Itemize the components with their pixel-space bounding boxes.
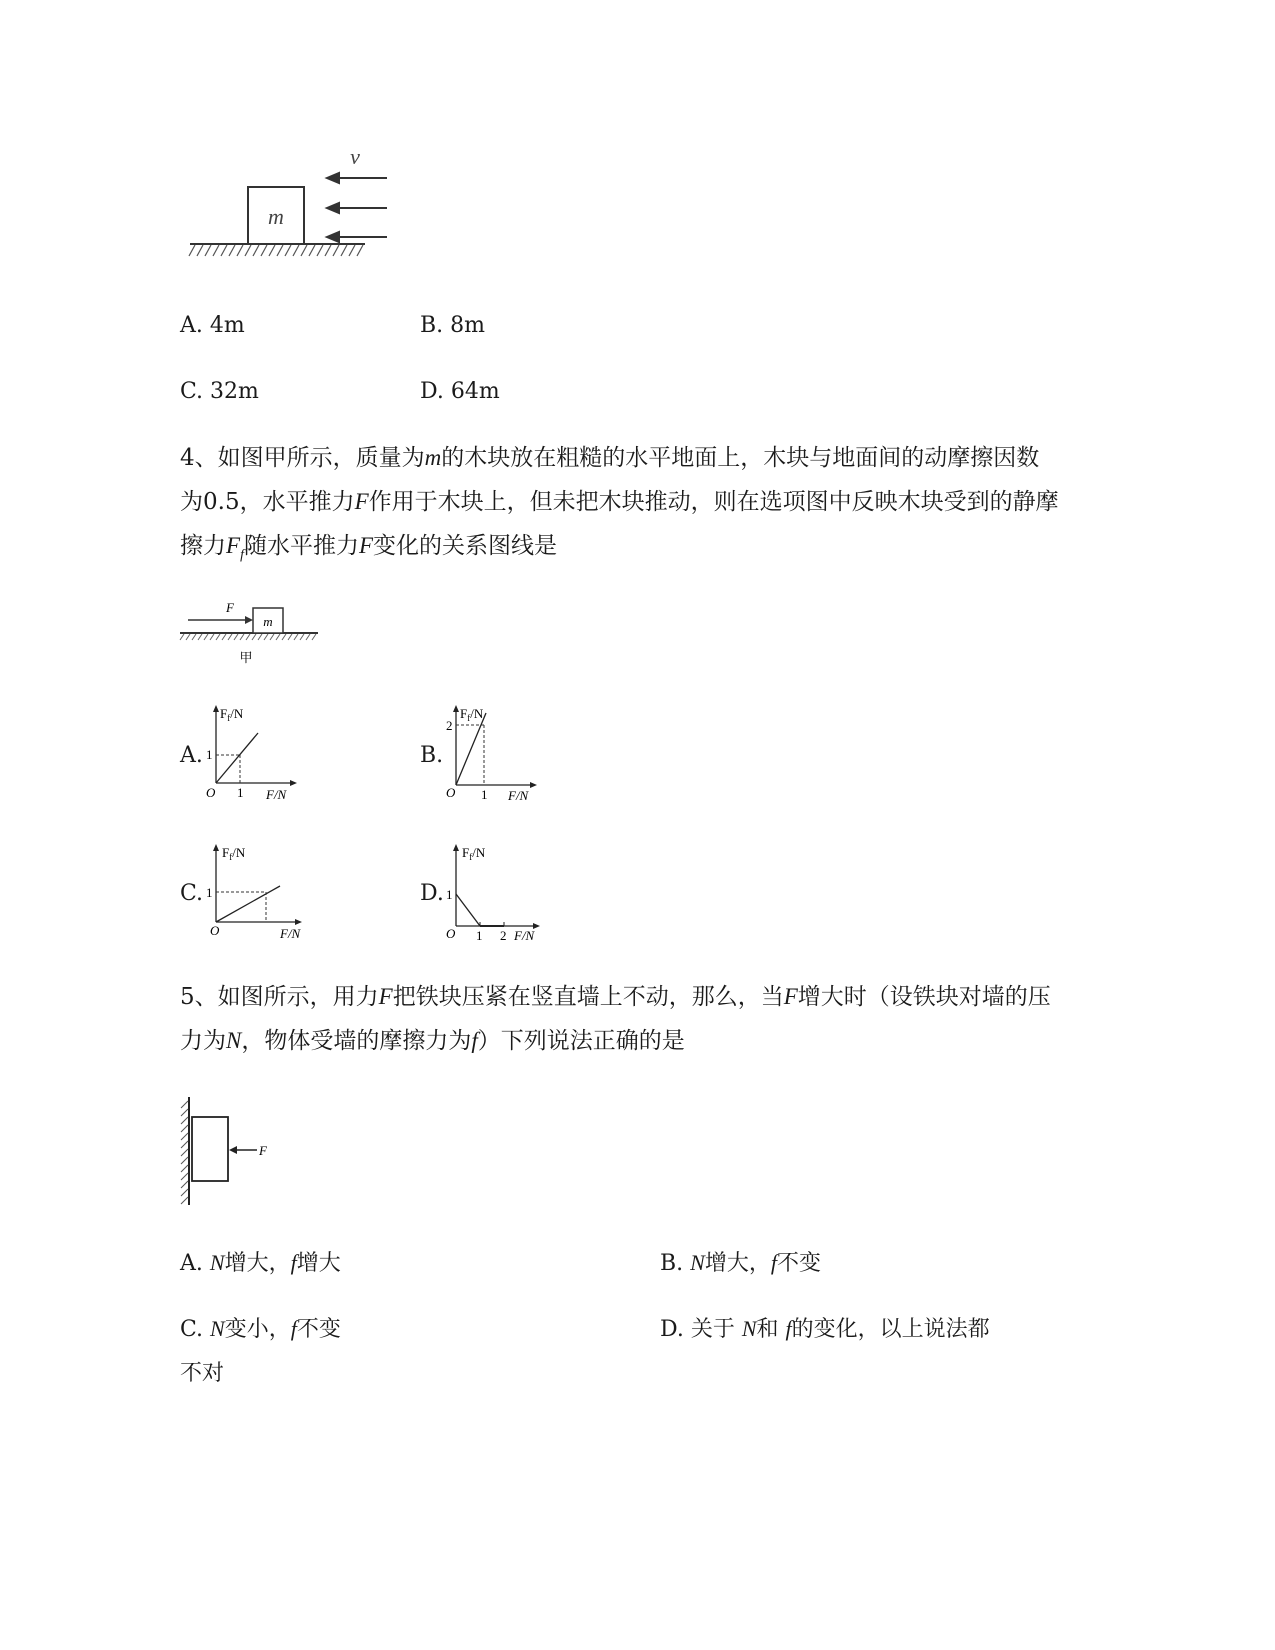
graph-d-yaxis-label: $F_f/N$: [462, 845, 486, 862]
q4-text-mid1: 的木块放在粗糙的水平地面上，木块与地面间的动摩擦因数为0.5，水平推力: [180, 445, 1040, 515]
q4-graph-b[interactable]: [438, 703, 548, 803]
q4-option-c-label[interactable]: C.: [180, 881, 204, 906]
q5-var-N: N: [226, 1028, 242, 1053]
q4-text-prefix: 4、如图甲所示，质量为: [180, 445, 425, 471]
graph-d-origin: O: [446, 926, 456, 941]
iron-block: [192, 1117, 228, 1181]
q5-d-t1: 和: [756, 1317, 786, 1342]
q4-graph-c[interactable]: [198, 842, 313, 942]
q5-text-mid2: 增大时（设铁块对墙的压力为: [180, 984, 1051, 1054]
q5-a-f: f: [290, 1250, 297, 1275]
graph-a-yaxis-label: $F_f/N$: [220, 706, 244, 723]
q5-option-d-continuation: 不对: [180, 1361, 225, 1386]
question-4-stem: [180, 436, 1060, 578]
option-a[interactable]: A. 4m: [180, 313, 245, 338]
q5-d-f: f: [785, 1316, 792, 1341]
q5-c-t2: 不变: [296, 1317, 341, 1342]
option-b[interactable]: B. 8m: [420, 313, 486, 338]
jia-force-arrowhead: [245, 616, 253, 624]
q5-text-mid1: 把铁块压紧在竖直墙上不动，那么，当: [392, 984, 784, 1010]
jia-force-label: F: [226, 600, 234, 615]
q4-var-F: F: [354, 489, 369, 514]
q5-b-t1: 增大，: [704, 1251, 771, 1276]
graph-d-tick-y1: 1: [446, 887, 453, 902]
q5-c-prefix: C.: [180, 1317, 211, 1342]
graph-c-yaxis-label: $F_f/N$: [222, 845, 246, 862]
q5-option-b[interactable]: [660, 1249, 821, 1278]
block-velocity-figure: [185, 140, 395, 265]
q4-option-a-label[interactable]: A.: [180, 743, 203, 768]
q5-var-F2: F: [783, 984, 798, 1009]
q5-a-prefix: A.: [180, 1251, 210, 1276]
q5-option-c[interactable]: [180, 1315, 341, 1344]
graph-a-tick-y1: 1: [206, 747, 213, 762]
q4-var-Ff: F: [226, 533, 241, 558]
wall-force-label: F: [259, 1143, 267, 1158]
graph-a-xaxis-label: F/N: [266, 787, 287, 802]
velocity-label: v: [350, 144, 360, 169]
q5-c-f: f: [290, 1316, 297, 1341]
graph-c-xaxis-label: F/N: [280, 926, 301, 941]
q4-graph-a[interactable]: [198, 703, 308, 803]
q5-var-f: f: [471, 1028, 478, 1053]
q5-c-N: N: [210, 1316, 225, 1341]
graph-a-origin: O: [206, 785, 216, 800]
graph-c-tick-y1: 1: [206, 885, 213, 900]
q5-b-t2: 不变: [776, 1251, 821, 1276]
graph-d-tick-x1: 1: [476, 928, 483, 943]
q5-b-N: N: [690, 1250, 705, 1275]
graph-d-xaxis-label: F/N: [514, 928, 535, 943]
graph-b-origin: O: [446, 785, 456, 800]
q5-d-N: N: [741, 1316, 757, 1341]
question-5-stem: [180, 975, 1060, 1063]
q5-a-t1: 增大，: [224, 1251, 291, 1276]
q5-var-F1: F: [378, 984, 393, 1009]
q4-var-F2: F: [358, 533, 374, 558]
option-c[interactable]: C. 32m: [180, 379, 259, 404]
graph-b-xaxis-label: F/N: [508, 788, 529, 803]
q4-option-d-label[interactable]: D.: [420, 881, 444, 906]
jia-mass-label: m: [263, 614, 273, 629]
q5-option-a[interactable]: [180, 1249, 341, 1278]
q5-text-prefix: 5、如图所示，用力: [180, 984, 379, 1010]
graph-c-origin: O: [210, 923, 220, 938]
q4-graph-d[interactable]: [438, 842, 553, 947]
q4-option-b-label[interactable]: B.: [420, 743, 444, 768]
q5-a-t2: 增大: [296, 1251, 341, 1276]
jia-caption: 甲: [239, 651, 253, 666]
q5-text-suffix: ）下列说法正确的是: [477, 1028, 685, 1054]
velocity-arrows: [327, 173, 387, 242]
q5-b-f: f: [770, 1250, 777, 1275]
q5-d-t2: 的变化，以上说法都: [791, 1317, 990, 1342]
q4-var-Ff-sub: f: [240, 547, 244, 563]
wall-force-arrowhead: [229, 1146, 237, 1154]
q5-c-t1: 变小，: [224, 1317, 291, 1342]
option-d[interactable]: D. 64m: [420, 379, 500, 404]
wall-block-figure: [175, 1095, 275, 1210]
q5-b-prefix: B.: [660, 1251, 691, 1276]
q4-text-mid3: 随水平推力: [243, 533, 359, 559]
graph-a-tick-x1: 1: [237, 785, 244, 800]
q5-a-N: N: [209, 1250, 225, 1275]
mass-label: m: [268, 204, 284, 229]
q5-d-prefix: D. 关于: [660, 1317, 742, 1342]
q4-text-suffix: 变化的关系图线是: [373, 533, 558, 559]
q4-var-m: m: [424, 445, 442, 470]
q5-text-mid3: ，物体受墙的摩擦力为: [241, 1028, 472, 1054]
q5-option-d[interactable]: [660, 1315, 990, 1344]
figure-jia: [178, 598, 323, 670]
graph-d-tick-x2: 2: [500, 928, 507, 943]
q4-text-mid2: 作用于木块上，但未把木块推动，则在选项图中反映木块受到的静摩擦力: [180, 489, 1059, 559]
graph-b-tick-x1: 1: [481, 787, 488, 802]
graph-b-yaxis-label: $F_f/N$: [460, 706, 484, 723]
graph-b-tick-y2: 2: [446, 718, 453, 733]
